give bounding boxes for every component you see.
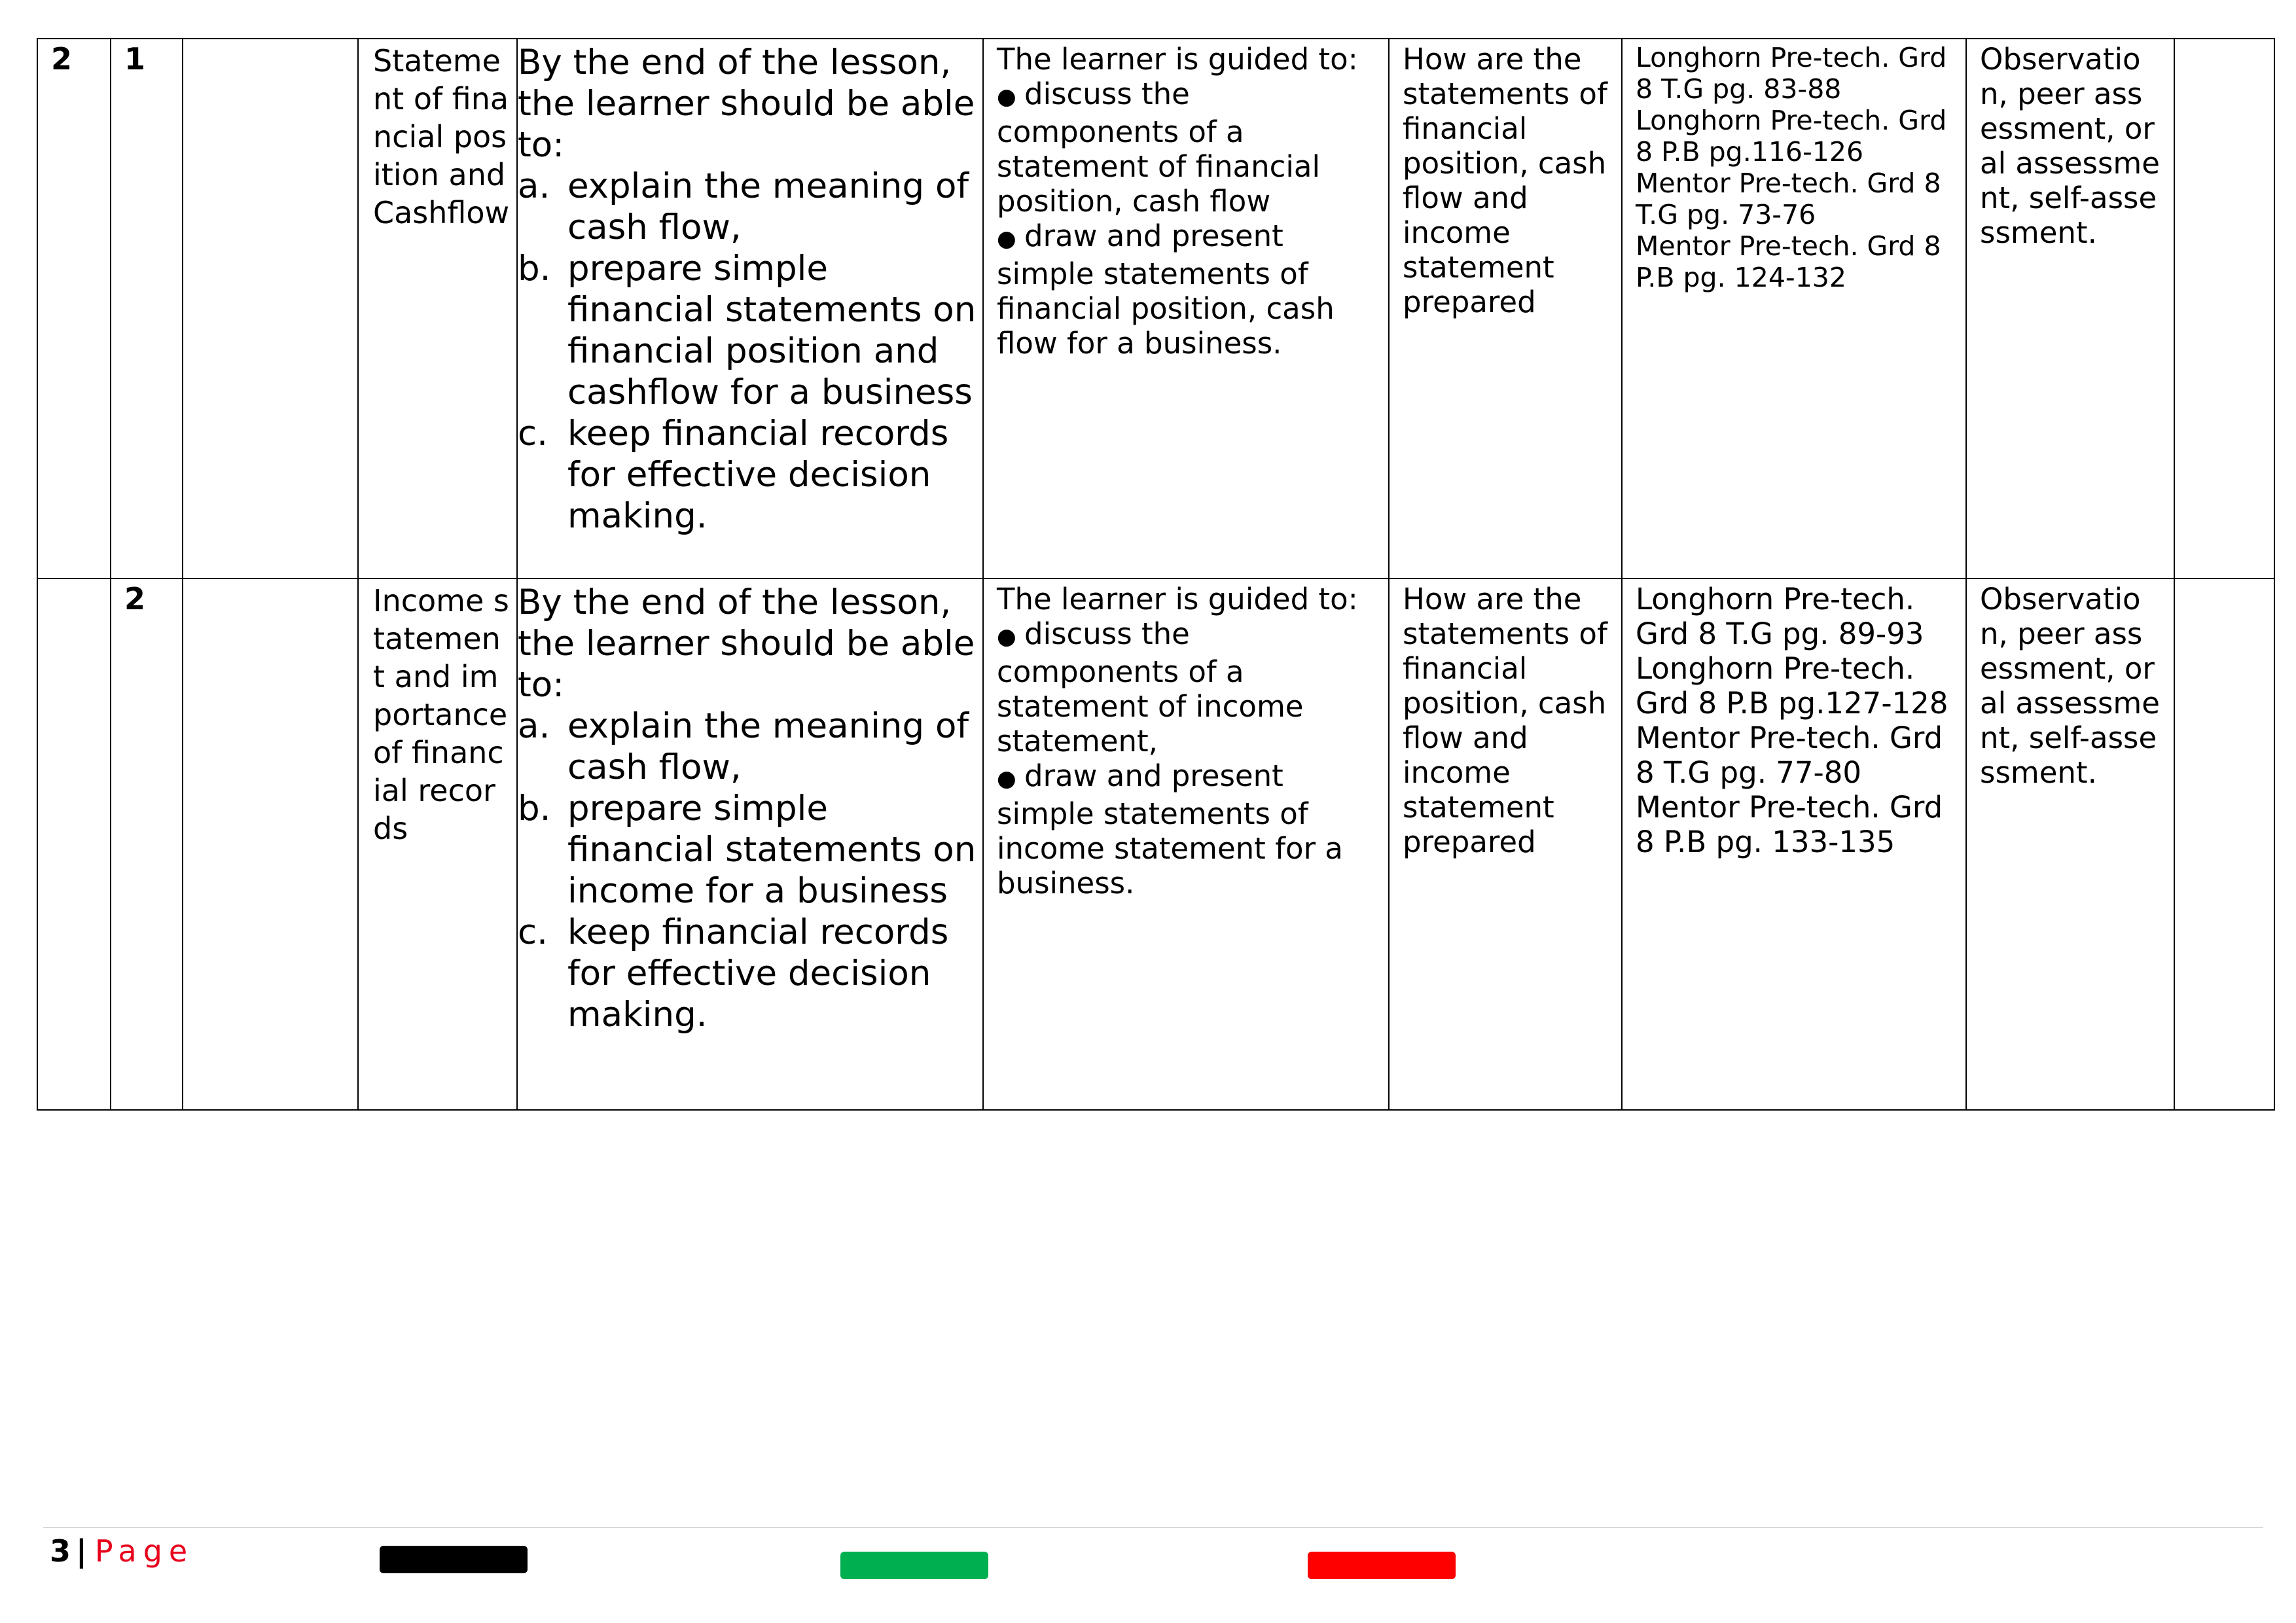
learning-experiences-cell xyxy=(983,579,1389,1110)
list-marker: c. xyxy=(518,414,548,454)
week-cell: 2 xyxy=(37,39,111,579)
experiences-intro: The learner is guided to: xyxy=(997,42,1358,77)
resource-item: Longhorn Pre-tech. Grd 8 T.G pg. 83-88 xyxy=(1636,42,1947,105)
bullet-icon: ● xyxy=(997,766,1016,792)
week-cell xyxy=(37,579,111,1110)
page-separator: | xyxy=(76,1533,87,1569)
outcome-text: keep financial records for effective decision making. xyxy=(567,912,949,1035)
list-item xyxy=(518,705,977,788)
list-item xyxy=(997,616,1375,758)
outcomes-intro: By the end of the lesson, the learner should be able to: xyxy=(518,582,975,705)
remarks-cell xyxy=(2174,39,2274,579)
lesson-cell: 2 xyxy=(111,579,183,1110)
list-item xyxy=(997,758,1375,901)
resources-cell xyxy=(1622,39,1966,579)
resource-item: Mentor Pre-tech. Grd 8 T.G pg. 73-76 xyxy=(1636,168,1941,230)
experience-text: draw and present simple statements of financial position, cash flow for a business. xyxy=(997,219,1335,361)
resource-item: Longhorn Pre-tech. Grd 8 T.G pg. 89-93 xyxy=(1636,582,1924,651)
outcome-text: explain the meaning of cash flow, xyxy=(567,166,969,247)
resource-item: Longhorn Pre-tech. Grd 8 P.B pg.116-126 xyxy=(1636,105,1947,168)
resource-item: Mentor Pre-tech. Grd 8 P.B pg. 133-135 xyxy=(1636,790,1943,859)
footer-divider xyxy=(43,1527,2263,1528)
learning-outcomes-cell xyxy=(517,579,983,1110)
bullet-icon: ● xyxy=(997,624,1016,650)
list-item xyxy=(518,912,977,1035)
bullet-icon: ● xyxy=(997,84,1016,110)
outcome-text: prepare simple financial statements on income for a business xyxy=(567,789,977,911)
sub-strand-cell: Statement of financial position and Cashflow xyxy=(358,39,517,579)
strand-cell xyxy=(183,39,358,579)
lesson-cell: 1 xyxy=(111,39,183,579)
red-highlight-bar xyxy=(1308,1552,1456,1579)
black-highlight-bar xyxy=(380,1546,528,1573)
strand-cell xyxy=(183,579,358,1110)
inquiry-question-cell: How are the statements of financial position, cash flow and income statement prepared xyxy=(1389,579,1622,1110)
list-item xyxy=(997,219,1375,361)
page-footer xyxy=(50,1531,194,1571)
learning-experiences-cell xyxy=(983,39,1389,579)
resource-item: Mentor Pre-tech. Grd 8 P.B pg. 124-132 xyxy=(1636,230,1941,293)
outcomes-list xyxy=(518,166,977,537)
outcome-text: explain the meaning of cash flow, xyxy=(567,706,969,787)
inquiry-question-cell: How are the statements of financial position, cash flow and income statement prepared xyxy=(1389,39,1622,579)
table-row xyxy=(37,39,2274,579)
resource-item: Longhorn Pre-tech. Grd 8 P.B pg.127-128 xyxy=(1636,651,1948,721)
outcome-text: keep financial records for effective decision making. xyxy=(567,414,949,536)
list-item xyxy=(518,166,977,248)
list-marker: a. xyxy=(518,166,550,206)
outcomes-intro: By the end of the lesson, the learner should be able to: xyxy=(518,43,975,165)
list-item xyxy=(518,248,977,413)
page-label: Page xyxy=(94,1533,194,1569)
experience-text: discuss the components of a statement of income statement, xyxy=(997,616,1304,758)
experience-text: discuss the components of a statement of financial position, cash flow xyxy=(997,77,1320,219)
outcomes-list xyxy=(518,705,977,1035)
sub-strand-cell: Income statement and importance of financial records xyxy=(358,579,517,1110)
remarks-cell xyxy=(2174,579,2274,1110)
green-highlight-bar xyxy=(840,1552,988,1579)
table-row xyxy=(37,579,2274,1110)
list-marker: a. xyxy=(518,706,550,746)
list-item xyxy=(518,788,977,912)
resource-item: Mentor Pre-tech. Grd 8 T.G pg. 77-80 xyxy=(1636,721,1943,790)
list-marker: c. xyxy=(518,912,548,952)
resources-cell xyxy=(1622,579,1966,1110)
outcome-text: prepare simple financial statements on financial position and cashflow for a business xyxy=(567,249,977,412)
experience-text: draw and present simple statements of income statement for a business. xyxy=(997,758,1343,901)
list-marker: b. xyxy=(518,249,551,289)
list-item xyxy=(518,413,977,537)
list-marker: b. xyxy=(518,789,551,829)
list-item xyxy=(997,77,1375,219)
scheme-of-work-table xyxy=(37,38,2275,1111)
page-number: 3 xyxy=(50,1533,71,1569)
experiences-intro: The learner is guided to: xyxy=(997,582,1358,616)
assessment-cell: Observation, peer assessment, oral assessment, self-assessment. xyxy=(1966,579,2174,1110)
assessment-cell: Observation, peer assessment, oral assessment, self-assessment. xyxy=(1966,39,2174,579)
bullet-icon: ● xyxy=(997,226,1016,252)
learning-outcomes-cell xyxy=(517,39,983,579)
